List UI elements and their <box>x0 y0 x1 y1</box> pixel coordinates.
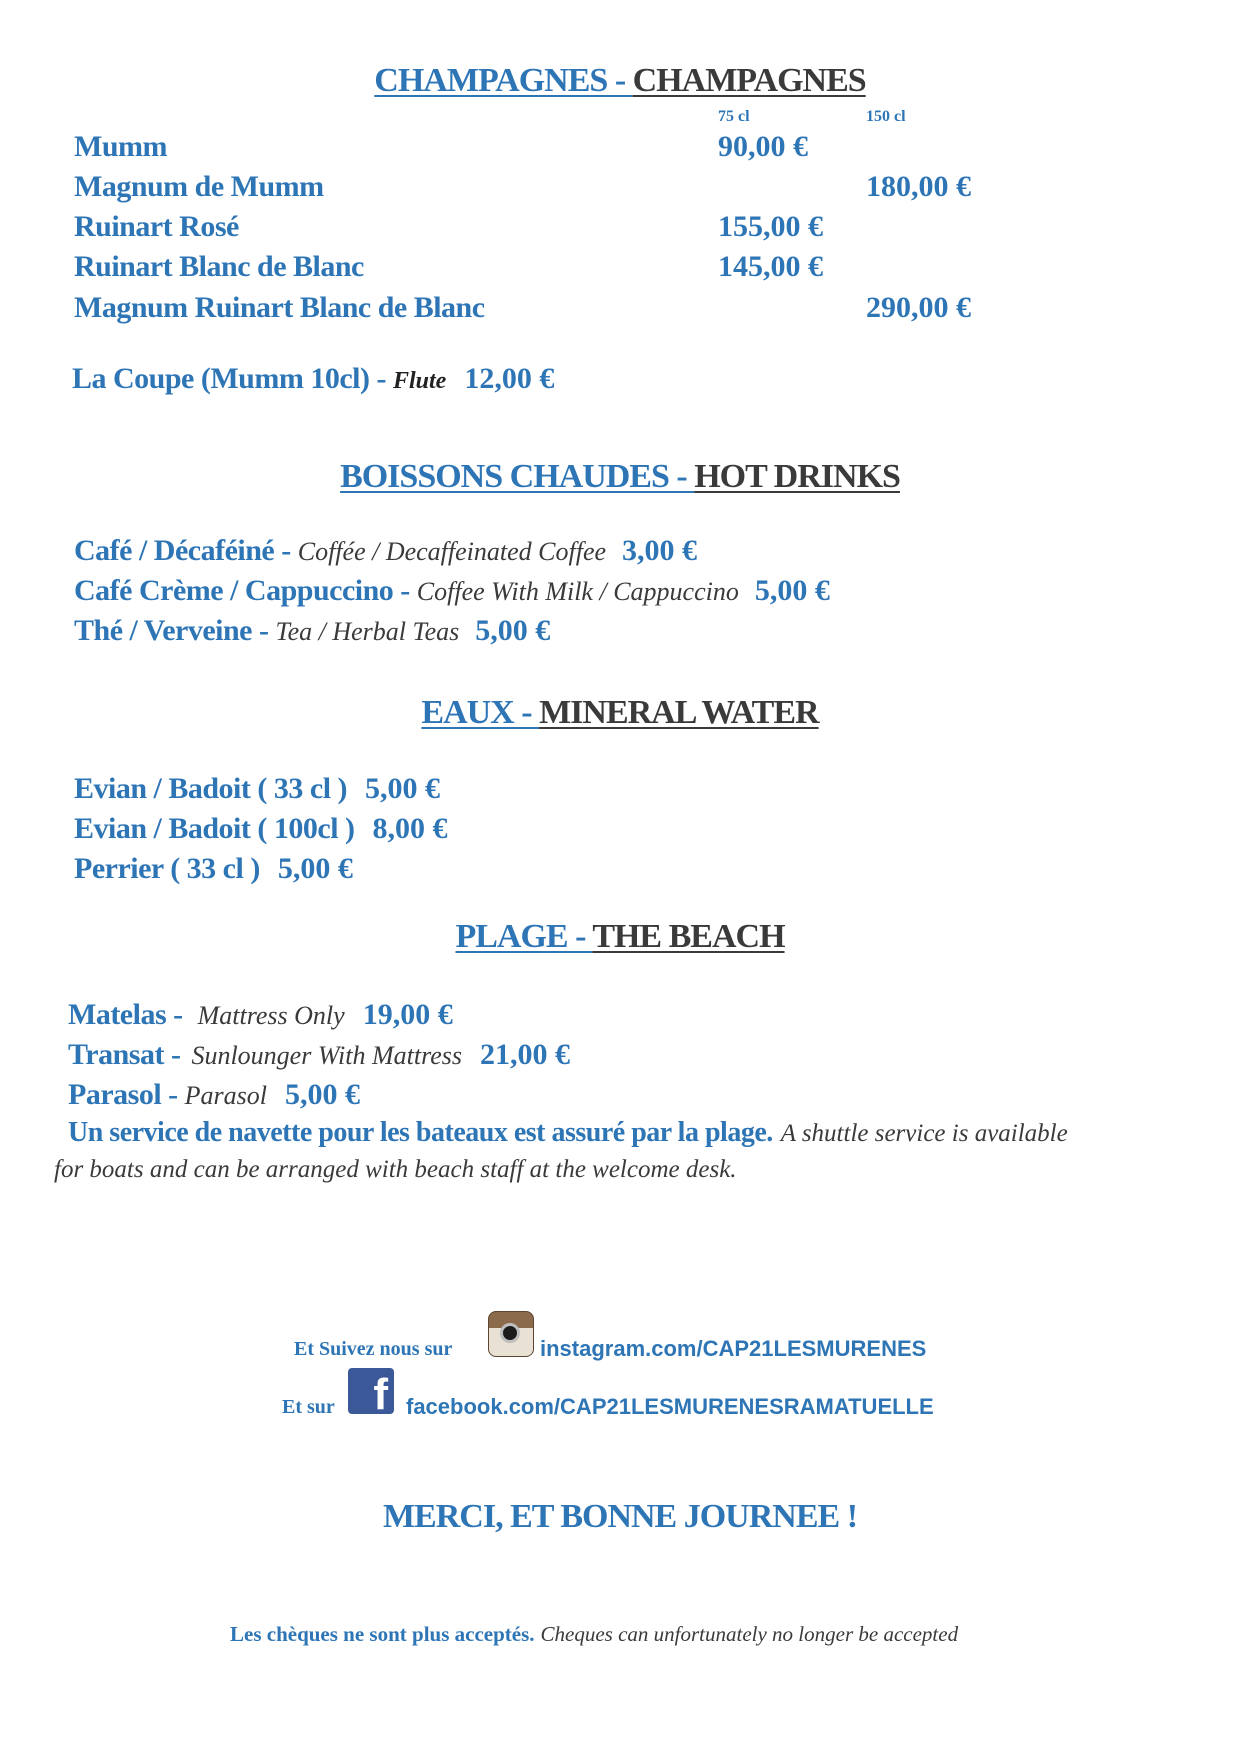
cheques-en: Cheques can unfortunately no longer be accepted <box>540 1622 959 1646</box>
coupe-price: 12,00 € <box>464 362 555 395</box>
water-price: 8,00 € <box>372 812 448 845</box>
champagne-price-75: 145,00 € <box>718 250 823 283</box>
beach-row <box>68 1078 360 1112</box>
col-150cl-label: 150 cl <box>866 108 906 125</box>
cheques-notice <box>230 1622 958 1647</box>
facebook-glyph: f <box>373 1370 388 1414</box>
hot-drinks-heading <box>0 458 1240 496</box>
water-name: Evian / Badoit ( 33 cl ) <box>74 772 348 805</box>
beach-item-name: Matelas - <box>68 998 190 1031</box>
beach-item-en: Mattress Only <box>197 1001 345 1030</box>
hot-drink-row <box>74 574 830 608</box>
and-label: Et sur <box>282 1396 335 1418</box>
hot-drinks-title-fr: BOISSONS CHAUDES - <box>340 458 695 495</box>
waters-title-fr: EAUX - <box>421 694 540 731</box>
beach-item-price: 19,00 € <box>362 998 453 1031</box>
champagne-name: Ruinart Blanc de Blanc <box>74 250 364 283</box>
hot-drink-name: Thé / Verveine - <box>74 614 276 647</box>
water-row <box>74 852 353 886</box>
beach-title-en: THE BEACH <box>592 918 785 955</box>
hot-drink-row <box>74 534 697 568</box>
instagram-link[interactable]: instagram.com/CAP21LESMURENES <box>540 1336 927 1361</box>
shuttle-fr: Un service de navette pour les bateaux est assuré par la plage. <box>68 1117 773 1148</box>
champagne-name: Magnum Ruinart Blanc de Blanc <box>74 291 485 324</box>
col-75cl-label: 75 cl <box>718 108 750 125</box>
water-name: Evian / Badoit ( 100cl ) <box>74 812 355 845</box>
water-row <box>74 772 440 806</box>
cheques-fr: Les chèques ne sont plus acceptés. <box>230 1622 535 1646</box>
waters-title-en: MINERAL WATER <box>539 694 819 731</box>
beach-item-name: Transat - <box>68 1038 188 1071</box>
thanks-message: MERCI, ET BONNE JOURNEE ! <box>382 1498 858 1535</box>
hot-drink-en: Coffee With Milk / Cappuccino <box>416 577 739 606</box>
beach-item-price: 21,00 € <box>480 1038 571 1071</box>
hot-drink-price: 5,00 € <box>754 574 830 607</box>
hot-drink-row <box>74 614 550 648</box>
hot-drink-en: Tea / Herbal Teas <box>275 617 460 646</box>
water-price: 5,00 € <box>365 772 441 805</box>
champagne-price-75: 155,00 € <box>718 210 823 243</box>
facebook-icon[interactable] <box>348 1368 394 1414</box>
shuttle-en-1: A shuttle service is available <box>780 1120 1068 1147</box>
beach-heading <box>0 918 1240 956</box>
follow-label: Et Suivez nous sur <box>294 1338 453 1360</box>
champagne-name: Magnum de Mumm <box>74 170 324 203</box>
hot-drinks-title-en: HOT DRINKS <box>694 458 900 495</box>
instagram-icon[interactable] <box>488 1311 534 1357</box>
water-price: 5,00 € <box>277 852 353 885</box>
champagne-price-150: 290,00 € <box>866 291 971 324</box>
beach-item-price: 5,00 € <box>284 1078 360 1111</box>
water-name: Perrier ( 33 cl ) <box>74 852 260 885</box>
shuttle-line-1 <box>68 1117 1068 1149</box>
hot-drink-name: Café Crème / Cappuccino - <box>74 574 417 607</box>
beach-row <box>68 1038 570 1072</box>
beach-item-en: Parasol <box>184 1081 267 1110</box>
beach-item-en: Sunlounger With Mattress <box>191 1041 463 1070</box>
champagne-name: Mumm <box>74 130 167 163</box>
hot-drink-name: Café / Décaféiné - <box>74 534 298 567</box>
coupe-label: La Coupe (Mumm 10cl) - <box>72 362 393 395</box>
water-row <box>74 812 448 846</box>
champagne-price-75: 90,00 € <box>718 130 808 163</box>
beach-item-name: Parasol - <box>68 1078 185 1111</box>
shuttle-en-2: for boats and can be arranged with beach staff at the welcome desk. <box>54 1156 737 1183</box>
champagnes-heading <box>0 62 1240 100</box>
champagne-price-150: 180,00 € <box>866 170 971 203</box>
hot-drink-price: 5,00 € <box>475 614 551 647</box>
facebook-link[interactable]: facebook.com/CAP21LESMURENESRAMATUELLE <box>406 1394 934 1419</box>
champagne-name: Ruinart Rosé <box>74 210 239 243</box>
hot-drink-en: Coffée / Decaffeinated Coffee <box>297 537 607 566</box>
champagnes-title-en: CHAMPAGNES <box>632 62 866 99</box>
champagnes-title-fr: CHAMPAGNES - <box>374 62 633 99</box>
coupe-en: Flute <box>392 368 447 394</box>
beach-row <box>68 998 453 1032</box>
camera-lens-icon <box>500 1323 520 1343</box>
coupe-line <box>72 362 554 396</box>
waters-heading <box>0 694 1240 732</box>
beach-title-fr: PLAGE - <box>455 918 593 955</box>
hot-drink-price: 3,00 € <box>622 534 698 567</box>
